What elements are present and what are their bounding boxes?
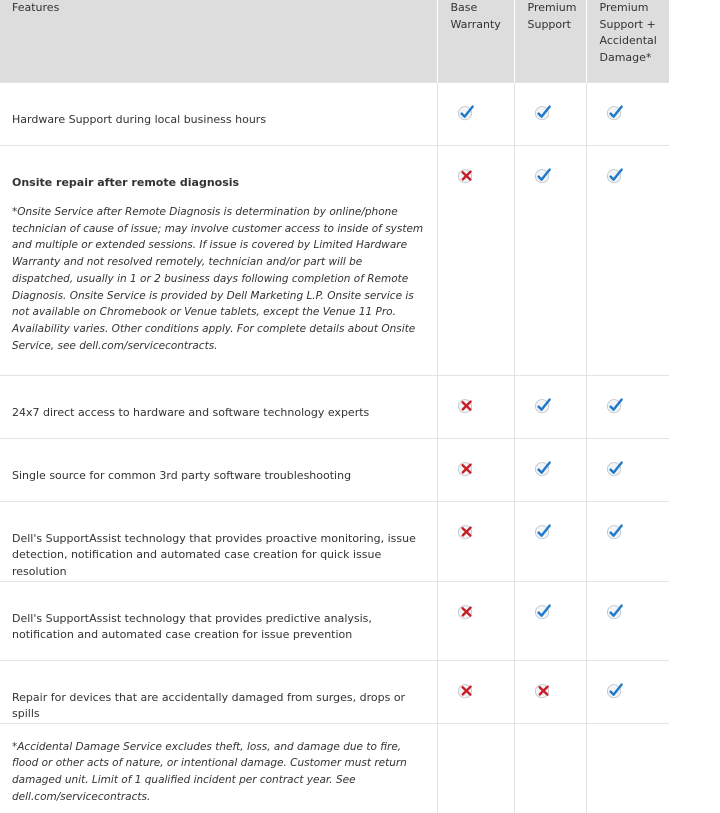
table-row (0, 438, 669, 501)
check-icon (606, 460, 623, 477)
features-header: Features (0, 0, 437, 82)
check-icon (534, 104, 551, 121)
base-warranty-header: Base Warranty (437, 0, 514, 82)
cross-icon (457, 682, 474, 699)
feature-label: Hardware Support during local business hours (12, 112, 267, 126)
premium-support-header: Premium Support (514, 0, 586, 82)
check-icon (606, 523, 623, 540)
table-row (0, 501, 669, 581)
check-icon (534, 397, 551, 414)
table-row (0, 660, 669, 723)
check-icon (534, 460, 551, 477)
feature-label: Onsite repair after remote diagnosis (12, 175, 240, 189)
feature-label: Single source for common 3rd party software troubleshooting (12, 468, 352, 482)
feature-label: Repair for devices that are accidentally damaged from surges, drops or spills (12, 690, 406, 720)
table-row (0, 145, 669, 375)
check-icon (534, 603, 551, 620)
cross-icon (457, 460, 474, 477)
check-icon (606, 397, 623, 414)
feature-label: Dell's SupportAssist technology that provides predictive analysis, notification and automated case creation for issue prevention (12, 611, 372, 641)
table-row (0, 82, 669, 145)
check-icon (606, 682, 623, 699)
check-icon (534, 167, 551, 184)
check-icon (534, 523, 551, 540)
onsite-service-note: *Onsite Service after Remote Diagnosis is determination by online/phone technician of cause of issue; may involve customer access to inside of system and multiple or extended sessions. If issue is covered by Limited Hardware Warranty and not resolved remotely, technician and/or part will be dispatched, usually in 1 or 2 business days following completion of Remote Diagnosis. Onsite Service is provided by Dell Marketing L.P. Onsite service is not available on Chromebook or Venue tablets, except the Venue 11 Pro. Availability varies. Other conditions apply. For complete details about Onsite Service, see dell.com/servicecontracts. (12, 206, 424, 352)
cross-icon (457, 397, 474, 414)
cross-icon (457, 523, 474, 540)
cross-icon (457, 603, 474, 620)
feature-label: 24x7 direct access to hardware and software technology experts (12, 405, 370, 419)
header-row (0, 0, 669, 82)
footnote-row (0, 723, 669, 813)
feature-label: Dell's SupportAssist technology that provides proactive monitoring, issue detection, notification and automated case creation for quick issue resolution (12, 531, 416, 578)
accidental-damage-note: *Accidental Damage Service excludes theft, loss, and damage due to fire, flood or other acts of nature, or intentional damage. Customer must return damaged unit. Limit of 1 qualified incident per contract year. See dell.com/servicecontracts. (12, 740, 407, 803)
check-icon (606, 603, 623, 620)
cross-icon (457, 167, 474, 184)
table-row (0, 375, 669, 438)
check-icon (457, 104, 474, 121)
check-icon (606, 104, 623, 121)
table-row (0, 581, 669, 660)
cross-icon (534, 682, 551, 699)
check-icon (606, 167, 623, 184)
premium-accidental-header: Premium Support + Accidental Damage* (586, 0, 669, 82)
